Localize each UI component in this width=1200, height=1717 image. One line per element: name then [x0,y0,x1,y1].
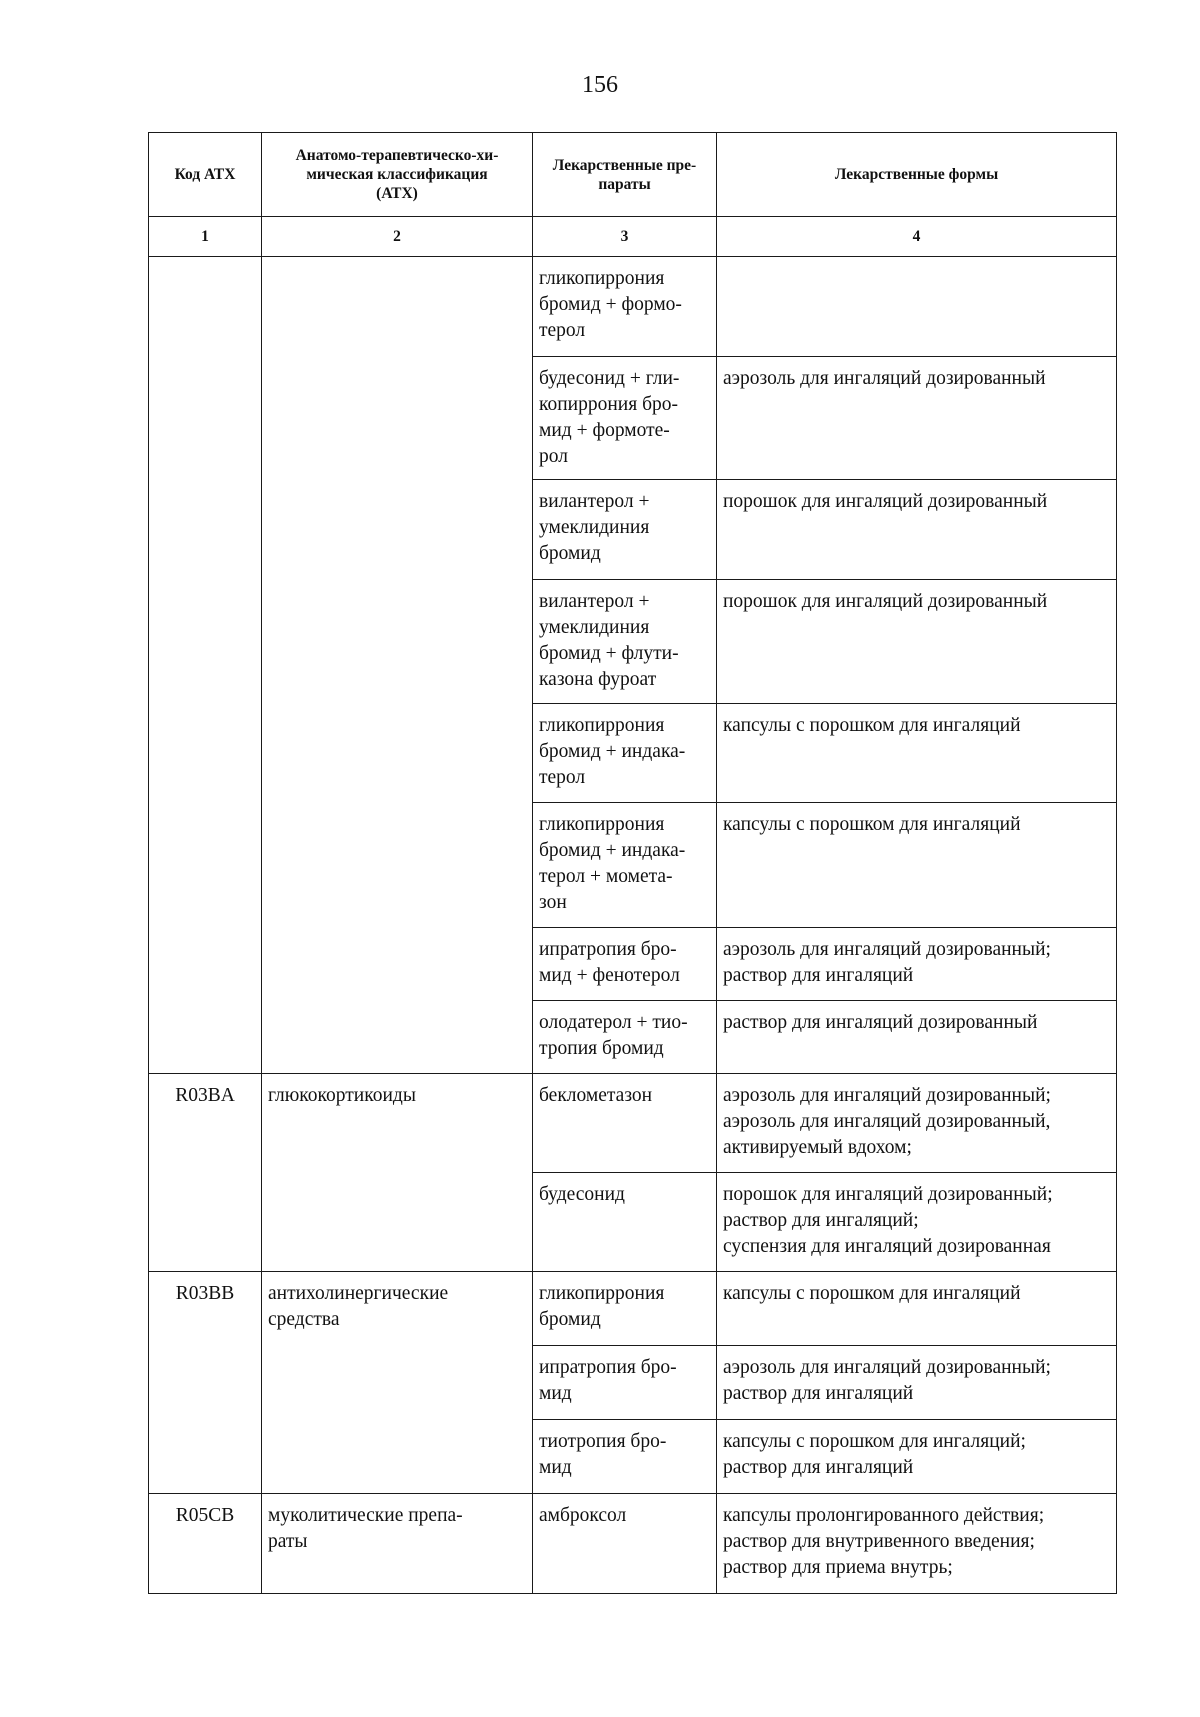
header-drugs: Лекарственные пре- параты [533,133,717,217]
drug-cell: гликопиррония бромид [533,1272,717,1346]
table-row [149,1494,1117,1594]
form-cell: раствор для ингаляций дозированный [717,1001,1117,1074]
atc-code-cell: R03BB [149,1272,262,1494]
table-row [149,257,1117,357]
form-cell: капсулы с порошком для ингаляций [717,803,1117,928]
header-classification: Анатомо-терапевтическо-хи- мическая классификация (АТХ) [262,133,533,217]
form-cell: аэрозоль для ингаляций дозированный [717,357,1117,480]
table-row [149,1272,1117,1346]
header-forms: Лекарственные формы [717,133,1117,217]
drug-cell: ипратропия бро- мид + фенотерол [533,928,717,1001]
form-cell: аэрозоль для ингаляций дозированный; раствор для ингаляций [717,928,1117,1001]
drug-cell: вилантерол + умеклидиния бромид [533,480,717,580]
form-cell: капсулы пролонгированного действия; раствор для внутривенного введения; раствор для приема внутрь; [717,1494,1117,1594]
page-number: 156 [582,72,618,98]
drug-cell: олодатерол + тио- тропия бромид [533,1001,717,1074]
drug-cell: вилантерол + умеклидиния бромид + флути- казона фуроат [533,580,717,704]
classification-cell: антихолинергические средства [262,1272,533,1494]
column-number-row [149,217,1117,257]
form-cell: порошок для ингаляций дозированный [717,480,1117,580]
classification-cell: глюкокортикоиды [262,1074,533,1272]
form-cell: аэрозоль для ингаляций дозированный; раствор для ингаляций [717,1346,1117,1420]
medicines-table [148,132,1117,1594]
table-body [149,257,1117,1594]
drug-cell: беклометазон [533,1074,717,1173]
drug-cell: гликопиррония бромид + формо- терол [533,257,717,357]
form-cell: капсулы с порошком для ингаляций; раствор для ингаляций [717,1420,1117,1494]
atc-code-cell: R03BA [149,1074,262,1272]
form-cell: капсулы с порошком для ингаляций [717,704,1117,803]
drug-cell: тиотропия бро- мид [533,1420,717,1494]
drug-cell: ипратропия бро- мид [533,1346,717,1420]
atc-code-cell [149,257,262,1074]
drug-cell: будесонид + гли- копиррония бро- мид + формоте- рол [533,357,717,480]
table-header [149,133,1117,257]
classification-cell: муколитические препа- раты [262,1494,533,1594]
atc-code-cell: R05CB [149,1494,262,1594]
header-row [149,133,1117,217]
header-code: Код АТХ [149,133,262,217]
form-cell: аэрозоль для ингаляций дозированный; аэрозоль для ингаляций дозированный, активируемый вдохом; [717,1074,1117,1173]
column-number: 3 [533,217,717,257]
column-number: 2 [262,217,533,257]
form-cell: капсулы с порошком для ингаляций [717,1272,1117,1346]
form-cell: порошок для ингаляций дозированный; раствор для ингаляций; суспензия для ингаляций дозированная [717,1173,1117,1272]
drug-cell: будесонид [533,1173,717,1272]
form-cell [717,257,1117,357]
drug-cell: гликопиррония бромид + индака- терол + момета- зон [533,803,717,928]
drug-cell: амброксол [533,1494,717,1594]
drug-cell: гликопиррония бромид + индака- терол [533,704,717,803]
column-number: 1 [149,217,262,257]
classification-cell [262,257,533,1074]
form-cell: порошок для ингаляций дозированный [717,580,1117,704]
table-row [149,1074,1117,1173]
column-number: 4 [717,217,1117,257]
